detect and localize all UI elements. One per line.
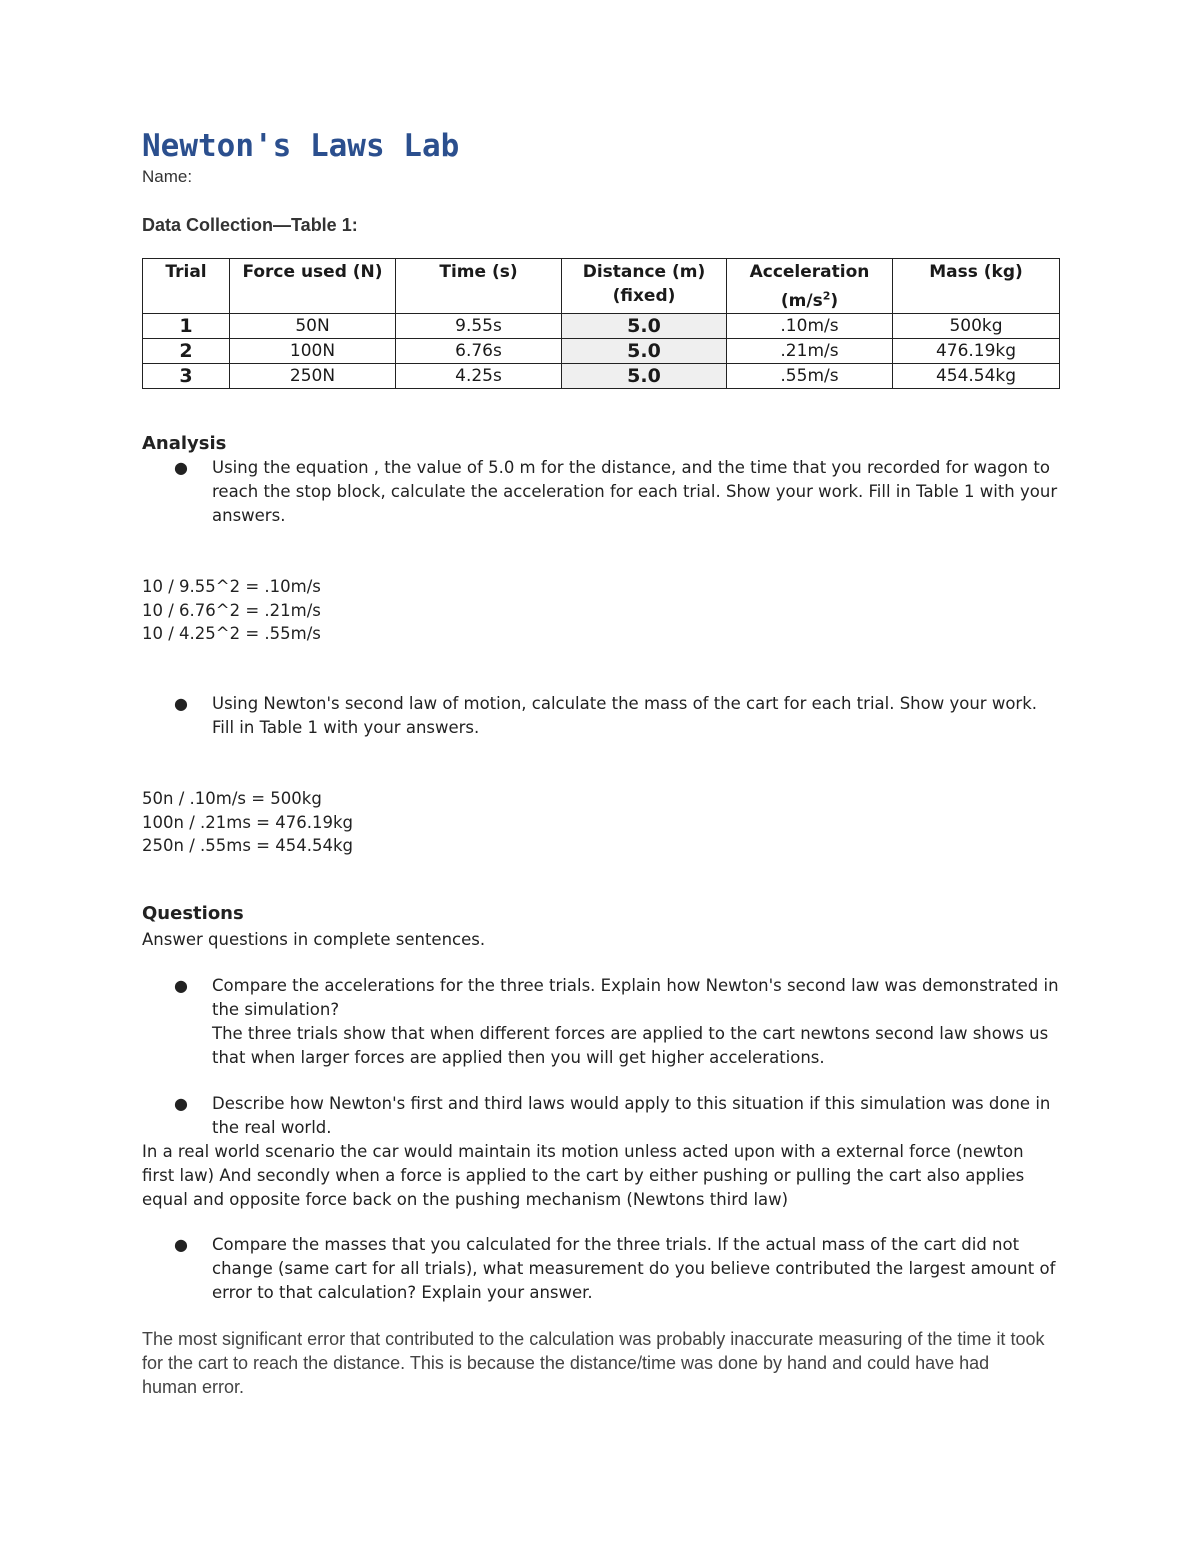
- bullet-icon: ●: [174, 976, 188, 995]
- calc-line: 100n / .21ms = 476.19kg: [142, 812, 353, 832]
- cell-trial: 1: [143, 313, 230, 338]
- analysis-bullet-1-text: Using the equation , the value of 5.0 m for the distance, and the time that you recorded for wagon to reach the stop block, calculate the acceleration for each trial. Show your work. Fill in Table 1 with your answers.: [212, 458, 1058, 525]
- header-distance: [562, 259, 727, 314]
- cell-distance: 5.0: [562, 313, 727, 338]
- acceleration-calculations: [142, 575, 321, 646]
- questions-heading: Questions: [142, 903, 244, 924]
- header-acceleration: [727, 259, 893, 314]
- header-trial: Trial: [143, 259, 230, 314]
- analysis-bullet-2-text: Using Newton's second law of motion, calculate the mass of the cart for each trial. Show your work. Fill in Table 1 with your answers.: [212, 694, 1037, 737]
- bullet-icon: ●: [174, 1094, 188, 1113]
- cell-acceleration: .55m/s: [727, 363, 893, 388]
- calc-line: 10 / 6.76^2 = .21m/s: [142, 600, 321, 620]
- mass-calculations: [142, 787, 353, 858]
- cell-acceleration: .21m/s: [727, 338, 893, 363]
- analysis-bullet-2: [142, 692, 1062, 740]
- cell-mass: 454.54kg: [893, 363, 1060, 388]
- calc-line: 10 / 4.25^2 = .55m/s: [142, 624, 321, 643]
- cell-mass: 476.19kg: [893, 338, 1060, 363]
- accel-unit-sup: 2: [822, 289, 831, 302]
- table-heading: Data Collection—Table 1:: [142, 215, 358, 235]
- accel-unit-suffix: ): [830, 290, 839, 311]
- cell-force: 250N: [230, 363, 396, 388]
- answer-3-text: The most significant error that contributed to the calculation was probably inaccurate measuring of the time it took for the cart to reach the distance. This is because the distance/time was done by hand and could have had human error.: [142, 1329, 1045, 1397]
- table-header-row: [143, 259, 1060, 314]
- bullet-icon: ●: [174, 694, 188, 713]
- cell-force: 50N: [230, 313, 396, 338]
- answer-1-text: The three trials show that when different forces are applied to the cart newtons second law shows us that when larger forces are applied then you will get higher accelerations.: [212, 1024, 1049, 1067]
- header-accel-line2: [781, 291, 838, 311]
- question-1: [142, 974, 1062, 1070]
- name-label: Name:: [142, 167, 193, 186]
- header-accel-line1: Acceleration: [749, 262, 870, 282]
- cell-mass: 500kg: [893, 313, 1060, 338]
- cell-acceleration: .10m/s: [727, 313, 893, 338]
- question-3: [142, 1233, 1062, 1305]
- table-row: [143, 338, 1060, 363]
- question-2-text: Describe how Newton's first and third laws would apply to this situation if this simulation was done in the real world.: [212, 1094, 1051, 1137]
- questions-instruction: Answer questions in complete sentences.: [142, 930, 486, 949]
- bullet-icon: ●: [174, 458, 188, 477]
- header-distance-line1: Distance (m): [582, 262, 706, 282]
- question-2: [142, 1092, 1062, 1140]
- data-table: [142, 258, 1060, 389]
- cell-trial: 3: [143, 363, 230, 388]
- answer-2-text: In a real world scenario the car would maintain its motion unless acted upon with a external force (newton first law) And secondly when a force is applied to the cart by either pushing or pulling the cart also applies equal and opposite force back on the pushing mechanism (Newtons third law): [142, 1142, 1025, 1209]
- header-mass: Mass (kg): [893, 259, 1060, 314]
- cell-force: 100N: [230, 338, 396, 363]
- cell-time: 9.55s: [396, 313, 562, 338]
- calc-line: 250n / .55ms = 454.54kg: [142, 836, 353, 855]
- calc-line: 50n / .10m/s = 500kg: [142, 789, 322, 808]
- cell-time: 4.25s: [396, 363, 562, 388]
- analysis-bullet-1: [142, 456, 1062, 528]
- analysis-heading: Analysis: [142, 433, 227, 454]
- question-3-text: Compare the masses that you calculated for the three trials. If the actual mass of the cart did not change (same cart for all trials), what measurement do you believe contributed the largest amount of error to that calculation? Explain your answer.: [212, 1235, 1056, 1302]
- header-time: Time (s): [396, 259, 562, 314]
- cell-time: 6.76s: [396, 338, 562, 363]
- header-distance-line2: (fixed): [612, 286, 676, 306]
- calc-line: 10 / 9.55^2 = .10m/s: [142, 577, 321, 596]
- table-row: [143, 363, 1060, 388]
- cell-trial: 2: [143, 338, 230, 363]
- page-title: Newton's Laws Lab: [142, 128, 460, 164]
- cell-distance: 5.0: [562, 363, 727, 388]
- table-row: [143, 313, 1060, 338]
- cell-distance: 5.0: [562, 338, 727, 363]
- bullet-icon: ●: [174, 1235, 188, 1254]
- header-force: Force used (N): [230, 259, 396, 314]
- question-1-text: Compare the accelerations for the three trials. Explain how Newton's second law was demonstrated in the simulation?: [212, 976, 1059, 1019]
- accel-unit-prefix: (m/s: [780, 290, 823, 311]
